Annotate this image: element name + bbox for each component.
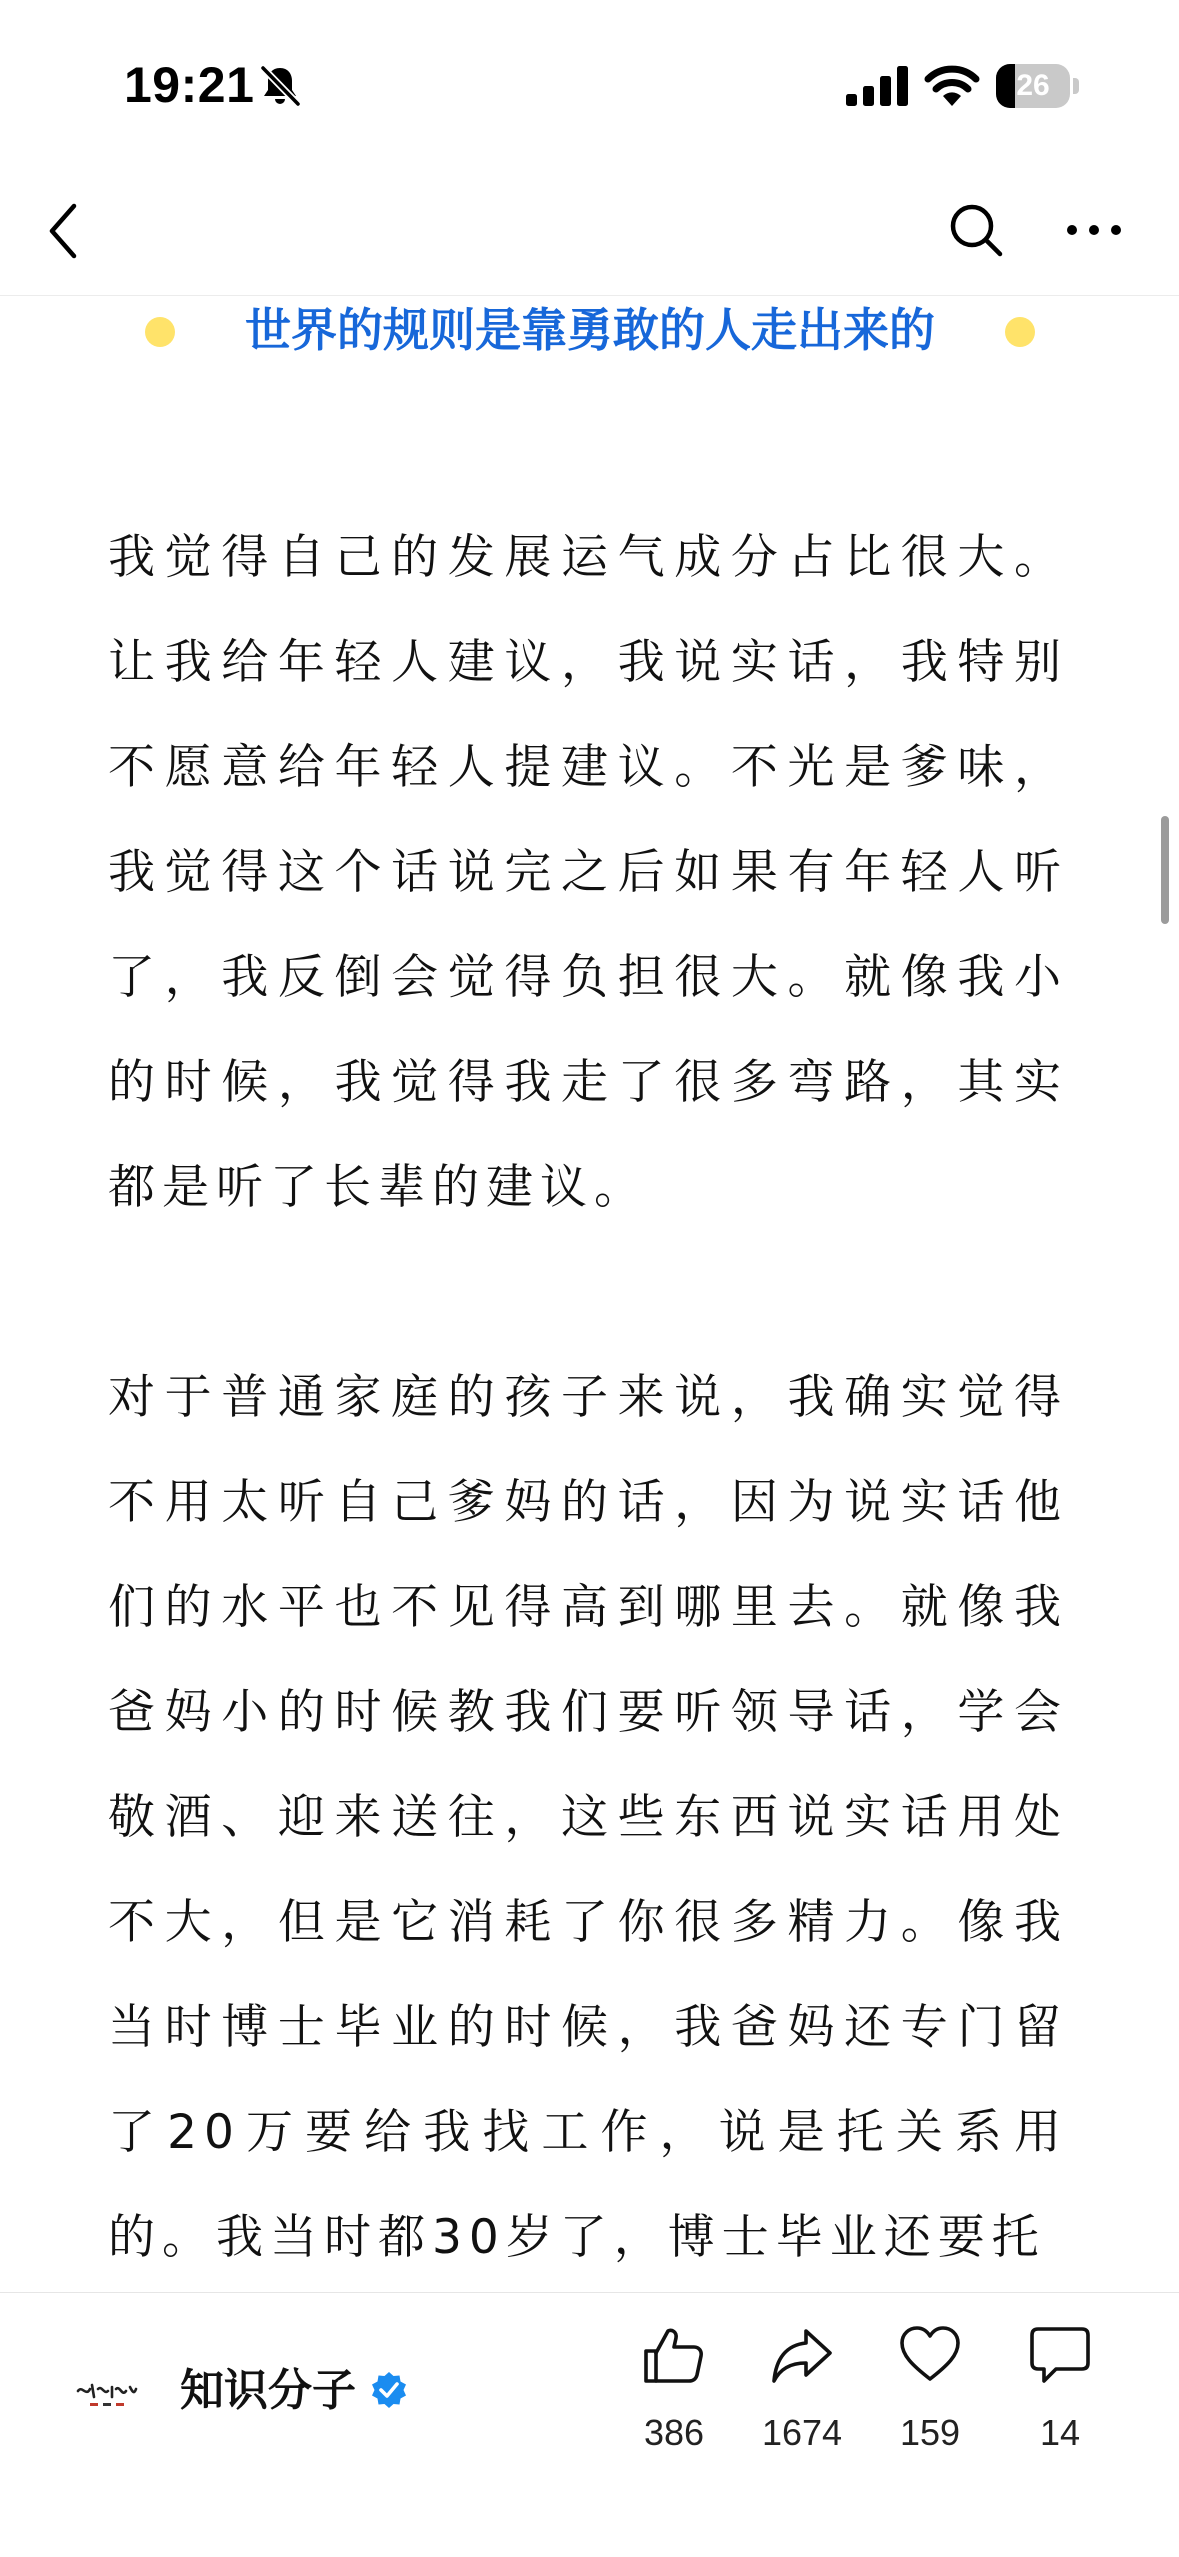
battery-icon	[996, 64, 1080, 108]
thumbs-up-icon	[642, 2323, 706, 2387]
author-name[interactable]: 知识分子	[180, 2365, 356, 2416]
status-bar	[0, 0, 1179, 150]
battery-body	[996, 64, 1070, 108]
share-icon	[770, 2323, 834, 2387]
signal-icon	[846, 66, 908, 106]
bell-slash-icon	[258, 64, 302, 108]
comment-count: 14	[1039, 2412, 1081, 2453]
battery-cap	[1073, 78, 1079, 94]
article-paragraph-2: 对于普通家庭的孩子来说，我确实觉得不用太听自己爹妈的话，因为说实话他们的水平也不见得高到哪里去。就像我爸妈小的时候教我们要听领导话，学会敬酒、迎来送往，这些东西说实话用处不大，但是它消耗了你很多精力。像我当时博士毕业的时候，我爸妈还专门留了20万要给我找工作，说是托关系用的。我当时都30岁了，博士毕业还要托	[108, 1370, 1068, 2265]
heading-dot-left	[145, 317, 175, 347]
nav-bar	[0, 150, 1179, 296]
bottom-action-bar	[0, 2292, 1179, 2557]
search-icon[interactable]	[948, 202, 1004, 258]
favorite-button[interactable]	[870, 2323, 990, 2473]
scroll-indicator[interactable]	[1161, 816, 1169, 924]
battery-level: 26	[1016, 69, 1050, 102]
like-button[interactable]	[614, 2323, 734, 2473]
wifi-icon	[924, 64, 980, 108]
heart-icon	[898, 2323, 962, 2387]
share-button[interactable]	[742, 2323, 862, 2473]
status-time: 19:21	[124, 57, 255, 113]
comment-button[interactable]	[1000, 2323, 1120, 2473]
like-count: 386	[643, 2412, 705, 2453]
article-heading-row	[0, 295, 1179, 375]
favorite-count: 159	[899, 2412, 961, 2453]
article-paragraph-1: 我觉得自己的发展运气成分占比很大。让我给年轻人建议，我说实话，我特别不愿意给年轻人提建议。不光是爹味，我觉得这个话说完之后如果有年轻人听了，我反倒会觉得负担很大。就像我小的时候，我觉得我走了很多弯路，其实都是听了长辈的建议。	[108, 530, 1068, 1215]
author-avatar[interactable]	[60, 2345, 154, 2439]
back-icon[interactable]	[42, 200, 84, 262]
article-heading: 世界的规则是靠勇敢的人走出来的	[245, 303, 935, 357]
comment-icon	[1028, 2323, 1092, 2387]
verified-badge-icon	[370, 2371, 408, 2409]
more-icon[interactable]	[1064, 216, 1124, 244]
share-count: 1674	[761, 2412, 843, 2453]
heading-dot-right	[1005, 317, 1035, 347]
